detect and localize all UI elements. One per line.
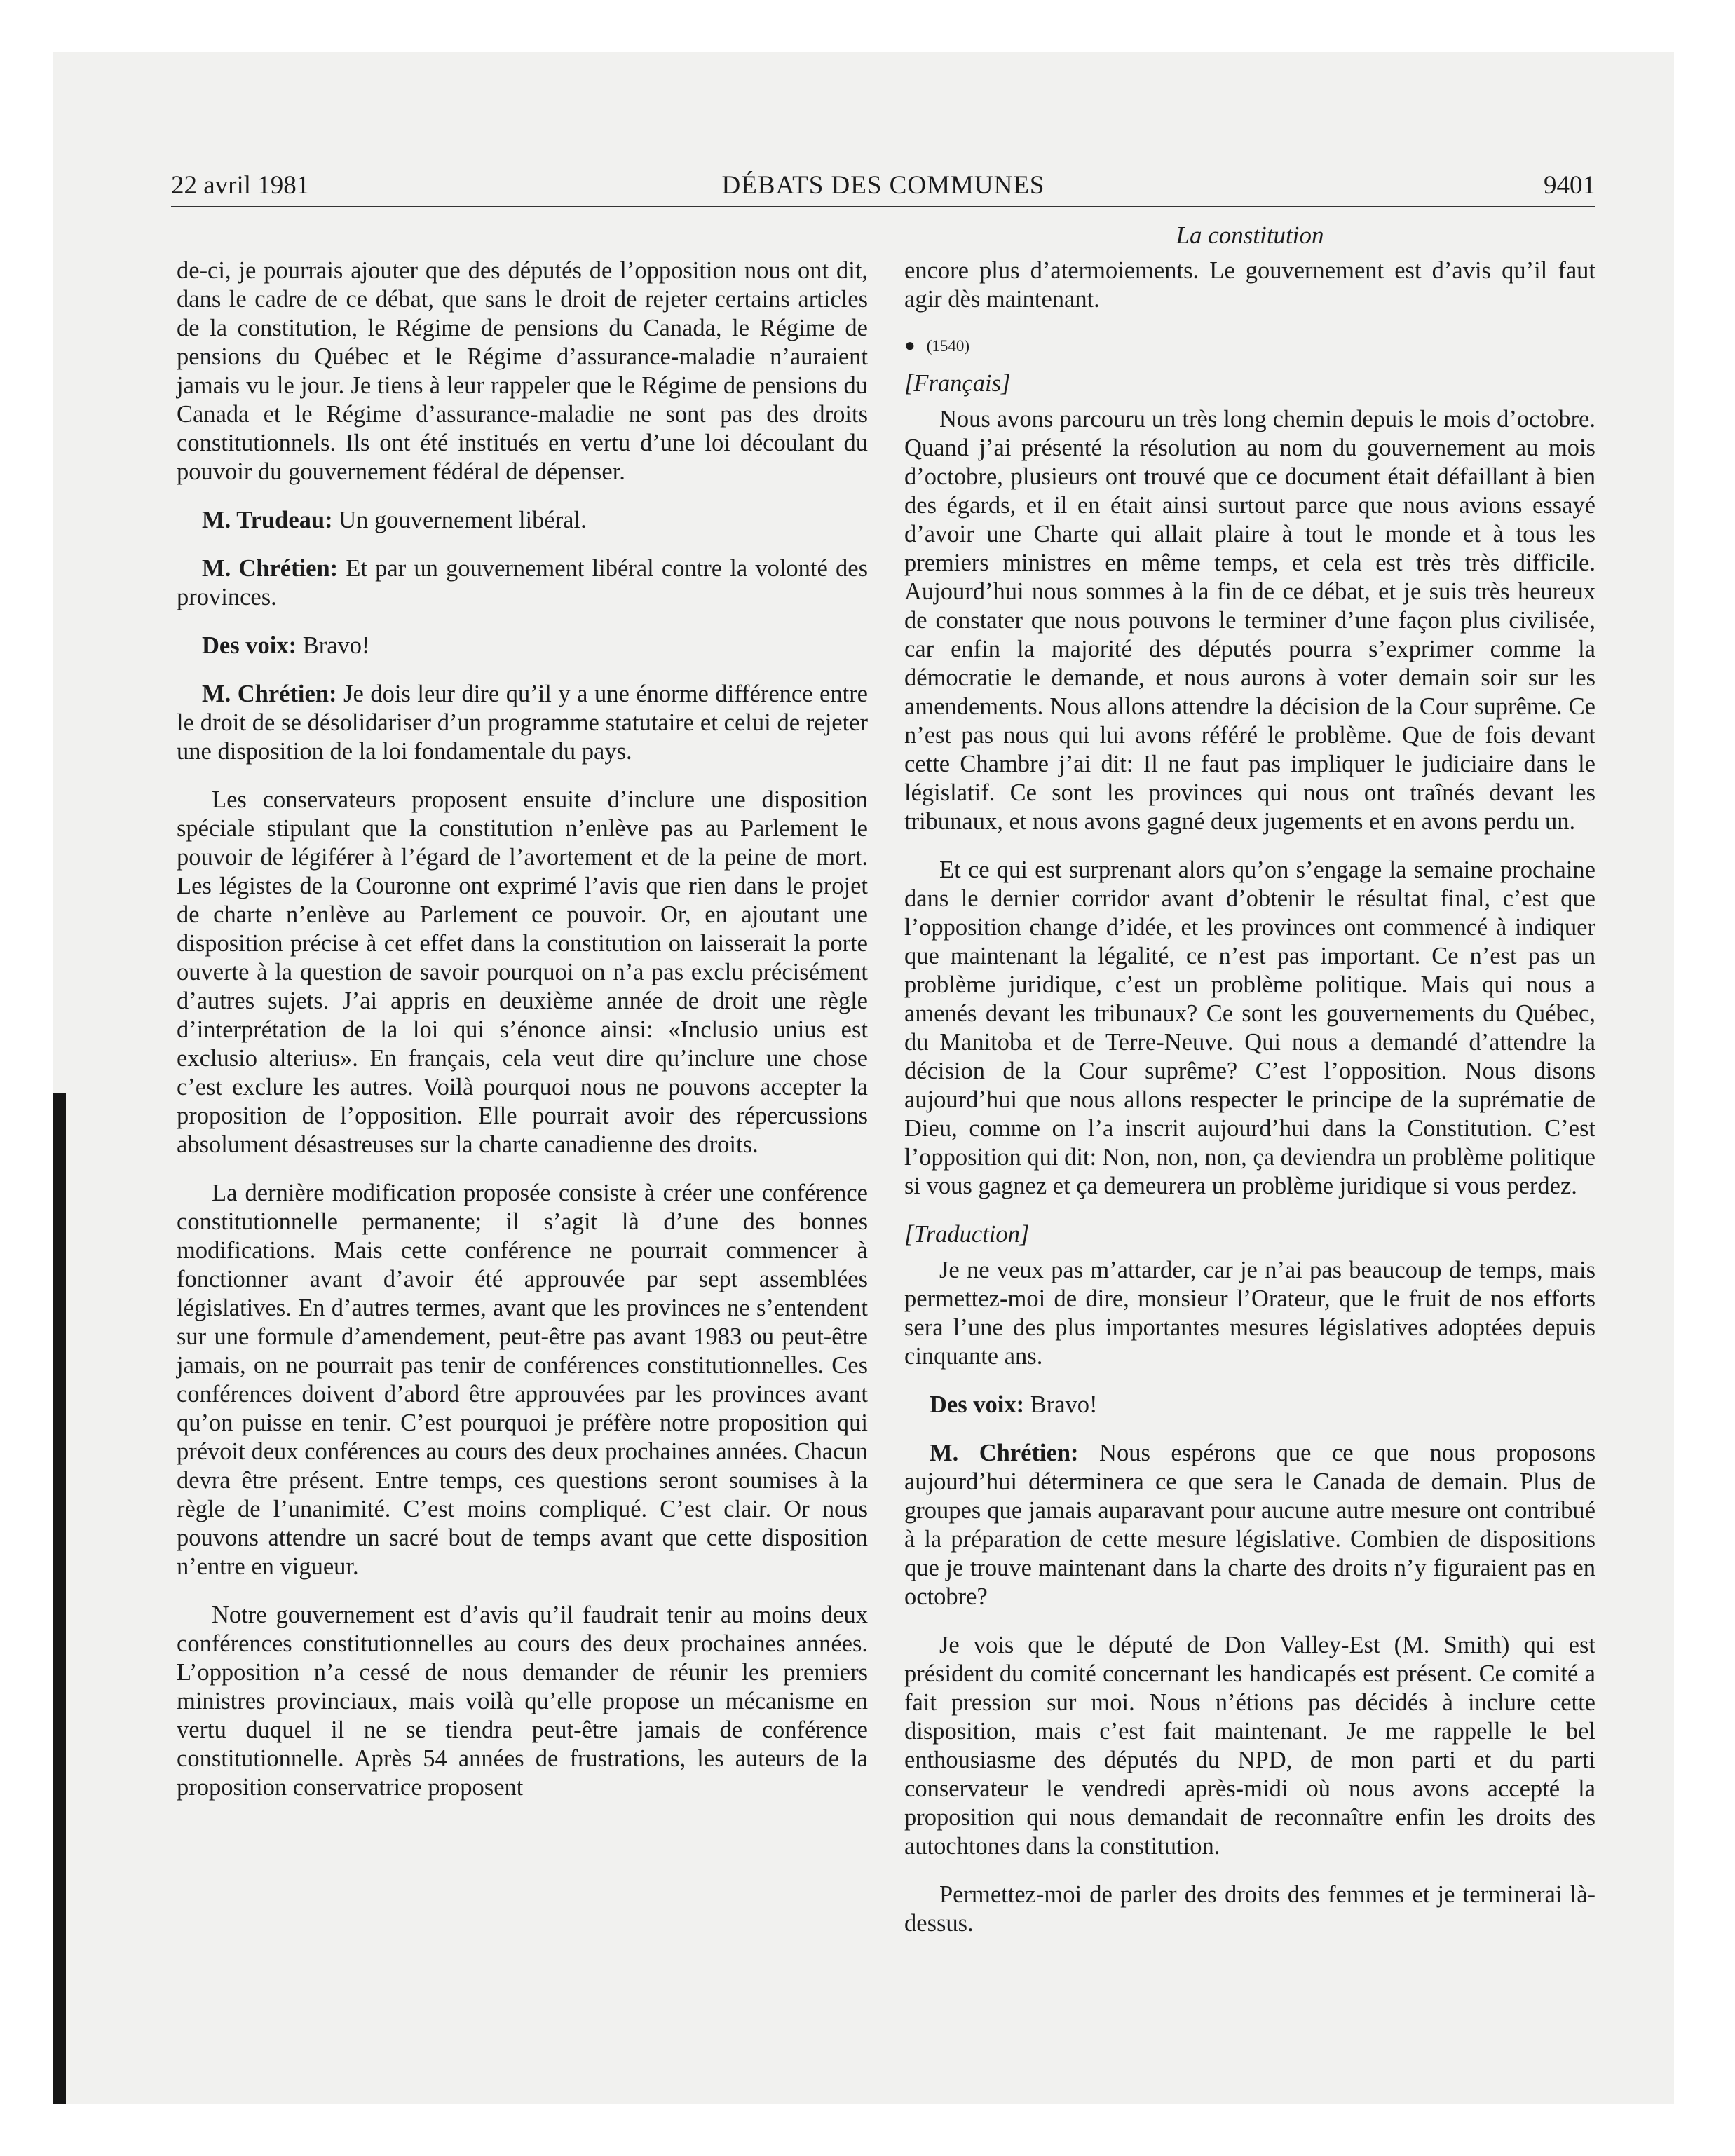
paragraph: La dernière modification proposée consiste à créer une conférence constitutionnelle permanente; il s’agit là d’une des bonnes modifications. Mais cette conférence ne pourrait commencer à fonctionner avant d’avoir été approuvée par sept assemblées législatives. En d’autres termes, avant que les provinces ne s’entendent sur une formule d’amendement, peut-être pas avant 1983 ou peut-être jamais, on ne pourrait pas tenir de conférences constitutionnelles. Ces conférences doivent d’abord être approuvées par les provinces avant qu’on puisse en tenir. C’est pourquoi je préfère notre proposition qui prévoit deux conférences au cours des deux prochaines années. Chacun devra être présent. Entre temps, ces questions seront soumises à la règle de l’unanimité. C’est moins compliqué. C’est clair. Or nous pouvons attendre un sacré bout de temps avant que cette disposition n’entre en vigueur.	[177, 1180, 868, 1580]
paragraph: Je vois que le député de Don Valley-Est (M. Smith) qui est président du comité concernant les handicapés est présent. Ce comité a fait pression sur moi. Nous n’étions pas décidés à inclure cette disposition, mais c’est fait maintenant. Je me rappelle le bel enthousiasme des députés du NPD, de mon parti et du parti conservateur le vendredi après-midi où nous avons accepté la proposition qui nous demandait de reconnaître enfin les droits des autochtones dans la constitution.	[904, 1632, 1595, 1860]
language-tag: [Français]	[904, 370, 1011, 397]
speaker-name: M. Chrétien:	[202, 681, 337, 707]
paragraph: Les conservateurs proposent ensuite d’inclure une disposition spéciale stipulant que la constitution n’enlève pas au Parlement le pouvoir de légiférer à l’égard de l’avortement et de la peine de mort. Les légistes de la Couronne ont exprimé l’avis que rien dans le projet de charte n’enlève au Parlement ce pouvoir. Or, en ajoutant une disposition précise à cet effet dans la constitution on laisserait la porte ouverte à la question de savoir pourquoi on n’a pas exclu précisément d’autres sujets. J’ai appris en deuxième année de droit une règle d’interprétation de la loi qui s’énonce ainsi: «Inclusio unius est exclusio alterius». En français, cela veut dire qu’inclure une chose c’est exclure les autres. Voilà pourquoi nous ne pouvons accepter la proposition de l’opposition. Elle pourrait avoir des répercussions absolument désastreuses sur la charte canadienne des droits.	[177, 786, 868, 1158]
speech-trudeau	[177, 506, 868, 535]
speaker-name: Des voix:	[202, 632, 297, 659]
speaker-name: Des voix:	[930, 1391, 1025, 1418]
binding-shadow	[53, 1093, 66, 2104]
page-header	[171, 165, 1595, 207]
paragraph: encore plus d’atermoiements. Le gouvernement est d’avis qu’il faut agir dès maintenant.	[904, 257, 1595, 313]
speaker-name: M. Chrétien:	[930, 1440, 1079, 1466]
page-number: 9401	[1544, 171, 1595, 200]
paragraph: Et ce qui est surprenant alors qu’on s’engage la semaine prochaine dans le dernier corridor avant d’obtenir le résultat final, c’est que l’opposition change d’idée, et les provinces ont commencé à indiquer que maintenant la légalité, ce n’est pas important. Ce n’est pas un problème juridique, c’est un problème politique. Mais qui nous a amenés devant les tribunaux? Ce sont les gouvernements du Québec, du Manitoba et de Terre-Neuve. Qui nous a demandé d’attendre la décision de la Cour suprême? C’est l’opposition. Nous disons aujourd’hui que nous allons respecter le principe de la suprématie de Dieu, comme on l’a inscrit aujourd’hui dans la Constitution. C’est l’opposition qui dit: Non, non, non, ça deviendra un problème politique si vous gagnez et ça demeurera un problème juridique si vous perdez.	[904, 857, 1595, 1199]
header-date: 22 avril 1981	[171, 171, 310, 200]
speech-text: Bravo!	[297, 632, 370, 659]
paragraph: Notre gouvernement est d’avis qu’il faudrait tenir au moins deux conférences constitutionnelles au cours des deux prochaines années. L’opposition n’a cessé de nous demander de réunir les premiers ministres provinciaux, mais voilà qu’elle propose un mécanisme en vertu duquel il ne se tiendra peut-être jamais de conférence constitutionnelle. Après 54 années de frustrations, les auteurs de la proposition conservatrice proposent	[177, 1602, 868, 1801]
speech-text: Bravo!	[1024, 1391, 1098, 1418]
speech-chretien	[177, 680, 868, 766]
speaker-name: M. Trudeau:	[202, 507, 333, 533]
speech-chretien	[177, 554, 868, 612]
speech-chretien	[904, 1439, 1595, 1611]
header-title: DÉBATS DES COMMUNES	[721, 171, 1045, 200]
speech-voices	[177, 632, 868, 660]
right-column	[904, 257, 1595, 1958]
paragraph: Je ne veux pas m’attarder, car je n’ai pas beaucoup de temps, mais permettez-moi de dire, monsieur l’Orateur, que le fruit de nos efforts sera l’une des plus importantes mesures législatives adoptées depuis cinquante ans.	[904, 1257, 1595, 1370]
running-title: La constitution	[1176, 221, 1324, 249]
timestamp	[904, 334, 1595, 358]
paragraph: de-ci, je pourrais ajouter que des députés de l’opposition nous ont dit, dans le cadre de ce débat, que sans le droit de rejeter certains articles de la constitution, le Régime de pensions du Canada, le Régime de pensions du Québec et le Régime d’assurance-maladie n’auraient jamais vu le jour. Je tiens à leur rappeler que le Régime de pensions du Canada et le Régime d’assurance-maladie ne sont pas des droits constitutionnels. Ils ont été institués en vertu d’une loi découlant du pouvoir du gouvernement fédéral de dépenser.	[177, 257, 868, 485]
speech-voices	[904, 1391, 1595, 1419]
left-column	[177, 257, 868, 1822]
paragraph: Nous avons parcouru un très long chemin depuis le mois d’octobre. Quand j’ai présenté la résolution au nom du gouvernement au mois d’octobre, plusieurs ont trouvé que ce document était défaillant à bien des égards, et il en était ainsi surtout parce que nous avions essayé d’avoir une Charte qui allait plaire à tout le monde et à tous les premiers ministres en même temps, et cela est très très difficile. Aujourd’hui nous sommes à la fin de ce débat, et je suis très heureux de constater que nous pouvons le terminer d’une façon plus civilisée, car enfin la majorité des députés pourra s’exprimer comme la démocratie le demande, et nous aurons à voter demain soir sur les amendements. Nous allons attendre la décision de la Cour suprême. Ce n’est pas nous qui lui avons référé le problème. Que de fois devant cette Chambre j’ai dit: Il ne faut pas impliquer le judiciaire dans le législatif. Ce sont les provinces qui nous ont traînés devant les tribunaux, et nous avons gagné deux jugements et en avons perdu un.	[904, 406, 1595, 835]
timestamp-text: (1540)	[926, 337, 970, 355]
speech-text: Et par un gouvernement libéral contre la volonté des provinces.	[177, 555, 868, 610]
bullet-icon: ●	[904, 335, 916, 355]
speech-text: Je dois leur dire qu’il y a une énorme différence entre le droit de se désolidariser d’un programme statutaire et celui de rejeter une disposition de la loi fondamentale du pays.	[177, 681, 868, 765]
speaker-name: M. Chrétien:	[202, 555, 339, 582]
speech-text: Nous espérons que ce que nous proposons aujourd’hui déterminera ce que sera le Canada de demain. Plus de groupes que jamais auparavant pour aucune autre mesure ont contribué à la préparation de cette mesure législative. Combien de dispositions que je trouve maintenant dans la charte des droits n’y figuraient pas en octobre?	[904, 1440, 1596, 1610]
paragraph: Permettez-moi de parler des droits des femmes et je terminerai là-dessus.	[904, 1881, 1595, 1937]
language-tag: [Traduction]	[904, 1221, 1030, 1248]
speech-text: Un gouvernement libéral.	[332, 507, 587, 533]
